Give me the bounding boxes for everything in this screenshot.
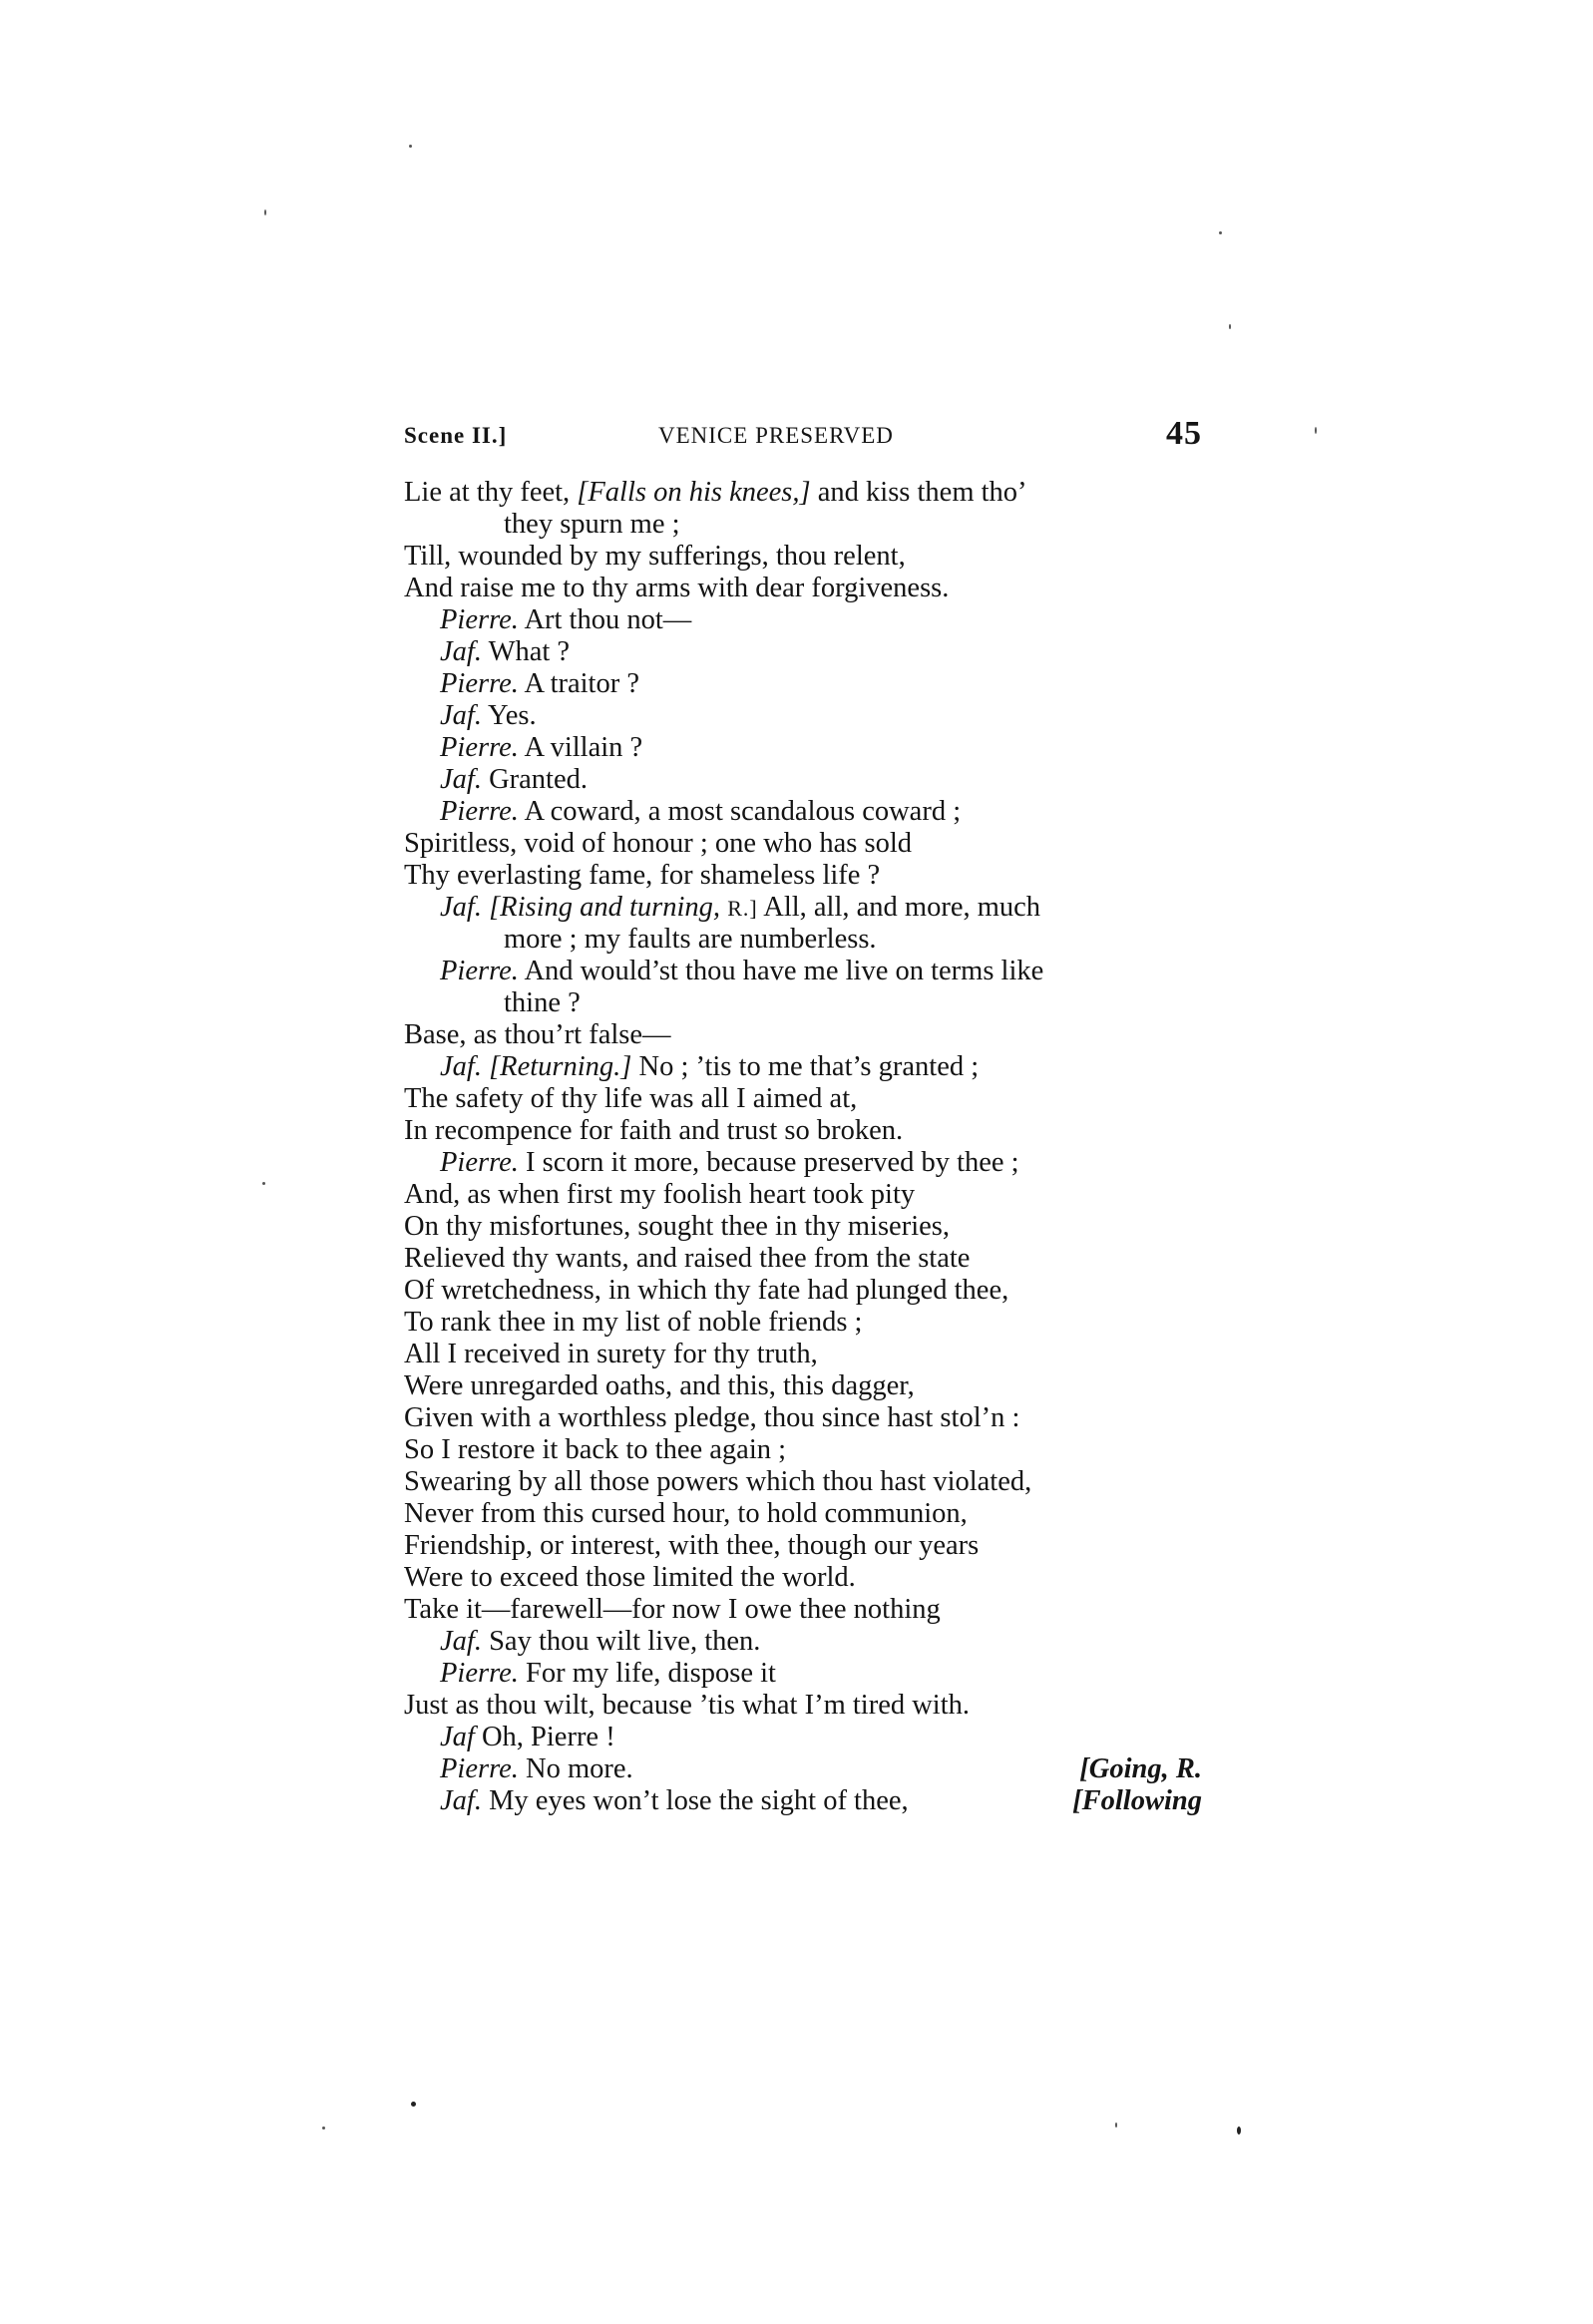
paper-speck (409, 145, 412, 148)
paper-speck (411, 2102, 416, 2107)
running-title: VENICE PRESERVED (658, 423, 894, 448)
speaker-name: Pierre. (440, 796, 519, 827)
speech-line (404, 1753, 1202, 1785)
line-text: Friendship, or interest, with thee, though our years (404, 1530, 980, 1561)
line-text (482, 1051, 489, 1082)
line-text: Spiritless, void of honour ; one who has sold (404, 828, 913, 859)
verse-line (404, 1275, 1202, 1307)
speaker-name: Jaf. (440, 636, 482, 667)
line-text (482, 892, 489, 923)
line-text: Never from this cursed hour, to hold communion, (404, 1498, 968, 1529)
speech-line (404, 700, 1202, 732)
paper-speck (1315, 427, 1317, 434)
paper-speck (1219, 231, 1222, 234)
speech-line (404, 764, 1202, 796)
continuation-line (404, 987, 1202, 1019)
verse-line (404, 477, 1202, 509)
line-text: Were to exceed those limited the world. (404, 1562, 856, 1593)
line-text: A villain ? (518, 732, 643, 763)
line-text: No ; ’tis to me that’s granted ; (631, 1051, 980, 1082)
stage-direction-abbrev: R.] (727, 896, 758, 921)
line-text: Thy everlasting fame, for shameless life ? (404, 860, 881, 891)
line-text: For my life, dispose it (518, 1658, 776, 1689)
verse-line (404, 860, 1202, 892)
line-text: To rank thee in my list of noble friends ; (404, 1307, 863, 1338)
paper-speck (1229, 324, 1231, 329)
speaker-name: Pierre. (440, 668, 519, 699)
verse-line (404, 1498, 1202, 1530)
paper-speck (1237, 2127, 1241, 2134)
speaker-name: Jaf. (440, 1051, 482, 1082)
line-text: Art thou not— (518, 604, 692, 635)
line-text: Take it—farewell—for now I owe thee nothing (404, 1594, 941, 1625)
verse-line (404, 541, 1202, 573)
speaker-name: Jaf. (440, 892, 482, 923)
line-text: And raise me to thy arms with dear forgiveness. (404, 573, 950, 603)
stage-direction: [Returning.] (489, 1051, 632, 1082)
verse-line (404, 1211, 1202, 1243)
verse-line (404, 1370, 1202, 1402)
verse-line (404, 573, 1202, 604)
stage-direction: [Falls on his knees,] (577, 477, 811, 508)
line-text: Till, wounded by my sufferings, thou relent, (404, 541, 906, 572)
line-text: All I received in surety for thy truth, (404, 1339, 818, 1369)
verse-line (404, 828, 1202, 860)
scene-label: Scene II.] (404, 423, 508, 448)
verse-line (404, 1115, 1202, 1147)
line-text: Swearing by all those powers which thou hast violated, (404, 1466, 1032, 1497)
verse-line (404, 1243, 1202, 1275)
line-text: Were unregarded oaths, and this, this dagger, (404, 1370, 915, 1401)
verse-line (404, 1179, 1202, 1211)
line-text: No more. (518, 1753, 633, 1784)
exit-direction: [Going, R. (1079, 1753, 1202, 1784)
line-text: A coward, a most scandalous coward ; (518, 796, 962, 827)
page-number: 45 (1166, 415, 1202, 452)
speech-line (404, 1658, 1202, 1690)
running-head (404, 415, 1202, 459)
line-text: And would’st thou have me live on terms like (518, 956, 1044, 986)
speaker-name: Pierre. (440, 732, 519, 763)
speech-line (404, 636, 1202, 668)
line-text: I scorn it more, because preserved by thee ; (518, 1147, 1019, 1178)
speech-line (404, 1785, 1202, 1817)
line-text: Base, as thou’rt false— (404, 1019, 671, 1050)
verse-line (404, 1339, 1202, 1370)
line-text: Relieved thy wants, and raised thee from the state (404, 1243, 971, 1274)
verse-line (404, 1434, 1202, 1466)
line-text: Given with a worthless pledge, thou since hast stol’n : (404, 1402, 1020, 1433)
paper-speck (322, 2127, 325, 2130)
verse-line (404, 1690, 1202, 1722)
paper-speck (264, 209, 266, 215)
continuation-line (404, 509, 1202, 541)
line-text: Lie at thy feet, (404, 477, 578, 508)
line-text: And, as when first my foolish heart took pity (404, 1179, 916, 1210)
line-text: Oh, Pierre ! (474, 1722, 615, 1752)
speech-line (404, 1051, 1202, 1083)
line-text: thine ? (504, 987, 581, 1018)
verse-line (404, 1307, 1202, 1339)
line-text: Granted. (481, 764, 588, 795)
speech-line (404, 796, 1202, 828)
verse-line (404, 1019, 1202, 1051)
paper-speck (1115, 2123, 1117, 2128)
line-text: In recompence for faith and trust so broken. (404, 1115, 904, 1146)
line-text: Say thou wilt live, then. (481, 1626, 761, 1657)
verse-line (404, 1466, 1202, 1498)
line-text: Of wretchedness, in which thy fate had plunged thee, (404, 1275, 1009, 1306)
speaker-name: Jaf. (440, 700, 482, 731)
verse-line (404, 1530, 1202, 1562)
line-text: On thy misfortunes, sought thee in thy miseries, (404, 1211, 950, 1242)
line-text: What ? (481, 636, 571, 667)
line-text: A traitor ? (518, 668, 639, 699)
speech-line (404, 732, 1202, 764)
speaker-name: Jaf (440, 1722, 475, 1752)
line-text: they spurn me ; (504, 509, 680, 540)
line-text: more ; my faults are numberless. (504, 924, 877, 955)
speech-line (404, 892, 1202, 924)
speaker-name: Pierre. (440, 1147, 519, 1178)
play-text (404, 477, 1202, 1817)
speaker-name: Pierre. (440, 604, 519, 635)
line-text: Just as thou wilt, because ’tis what I’m tired with. (404, 1690, 971, 1721)
speech-line (404, 1722, 1202, 1753)
speaker-name: Jaf. (440, 764, 482, 795)
verse-line (404, 1083, 1202, 1115)
line-text: So I restore it back to thee again ; (404, 1434, 787, 1465)
speech-line (404, 1626, 1202, 1658)
exit-direction: [Following (1072, 1785, 1202, 1816)
verse-line (404, 1594, 1202, 1626)
line-text: Yes. (481, 700, 537, 731)
line-text: and kiss them tho’ (810, 477, 1027, 508)
speaker-name: Pierre. (440, 956, 519, 986)
speech-line (404, 668, 1202, 700)
speech-line (404, 604, 1202, 636)
speaker-name: Jaf. (440, 1626, 482, 1657)
paper-speck (262, 1182, 265, 1185)
speech-line (404, 1147, 1202, 1179)
line-text: All, all, and more, much (757, 892, 1041, 923)
line-text: My eyes won’t lose the sight of thee, (481, 1785, 909, 1816)
line-text: The safety of thy life was all I aimed at, (404, 1083, 858, 1114)
speaker-name: Pierre. (440, 1753, 519, 1784)
speech-line (404, 956, 1202, 987)
speaker-name: Pierre. (440, 1658, 519, 1689)
verse-line (404, 1562, 1202, 1594)
continuation-line (404, 924, 1202, 956)
speaker-name: Jaf. (440, 1785, 482, 1816)
stage-direction: [Rising and turning, (489, 892, 728, 923)
verse-line (404, 1402, 1202, 1434)
